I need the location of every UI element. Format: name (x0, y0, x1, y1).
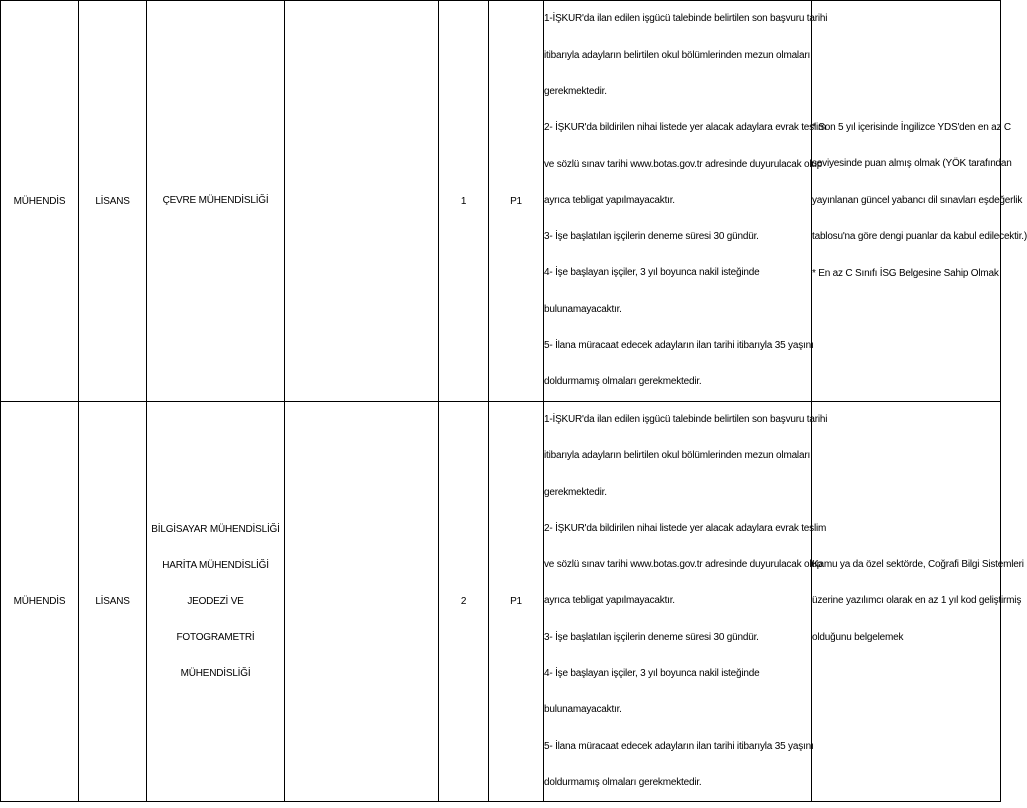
department-line: MÜHENDİSLİĞİ (180, 667, 251, 679)
note-line: ayrıca tebligat yapılmayacaktır. (544, 194, 675, 206)
note-line: itibarıyla adayların belirtilen okul bölümlerinden mezun olmaları (544, 49, 811, 61)
note-line: doldurmamış olmaları gerekmektedir. (544, 776, 702, 788)
table-row (1, 1, 1001, 402)
blank-cell (285, 402, 439, 802)
requirement-line: Kamu ya da özel sektörde, Coğrafi Bilgi Sistemleri (812, 558, 1024, 570)
group-cell: P1 (489, 402, 544, 802)
note-line: 3- İşe başlatılan işçilerin deneme süresi 30 gündür. (544, 231, 759, 243)
requirement-line: * En az C Sınıfı İSG Belgesine Sahip Olmak (812, 267, 999, 279)
requirement-line: seviyesinde puan almış olmak (YÖK tarafından (812, 158, 1012, 170)
requirement-line: tablosu'na göre dengi puanlar da kabul edilecektir.) (812, 231, 1027, 243)
note-line: 1-İŞKUR'da ilan edilen işgücü talebinde belirtilen son başvuru tarihi (544, 13, 828, 25)
department-line: BİLGİSAYAR MÜHENDİSLİĞİ (151, 523, 280, 535)
department-line: ÇEVRE MÜHENDİSLİĞİ (162, 195, 269, 206)
requirement-line: üzerine yazılımcı olarak en az 1 yıl kod geliştirmiş (812, 595, 1022, 607)
note-line: 4- İşe başlayan işçiler, 3 yıl boyunca nakil isteğinde (544, 668, 760, 680)
group-cell: P1 (489, 1, 544, 402)
department-line: FOTOGRAMETRİ (176, 631, 255, 643)
note-line: bulunamayacaktır. (544, 303, 622, 315)
requirement-line: * Son 5 yıl içerisinde İngilizce YDS'den en az C (812, 121, 1011, 133)
note-line: ve sözlü sınav tarihi www.botas.gov.tr adresinde duyurulacak olup (544, 158, 823, 170)
department-cell (147, 402, 285, 802)
note-line: 2- İŞKUR'da bildirilen nihai listede yer alacak adaylara evrak teslim (544, 522, 827, 534)
blank-cell (285, 1, 439, 402)
note-line: 1-İŞKUR'da ilan edilen işgücü talebinde belirtilen son başvuru tarihi (544, 414, 828, 425)
notes-cell (544, 402, 828, 802)
title-cell: MÜHENDİS (1, 402, 79, 802)
count-cell: 2 (439, 402, 489, 802)
note-line: 5- İlana müracaat edecek adayların ilan tarihi itibarıyla 35 yaşını (544, 740, 814, 752)
note-line: bulunamayacaktır. (544, 704, 622, 716)
count-cell: 1 (439, 1, 489, 402)
department-cell (147, 1, 285, 402)
note-line: 4- İşe başlayan işçiler, 3 yıl boyunca nakil isteğinde (544, 267, 760, 279)
note-line: ve sözlü sınav tarihi www.botas.gov.tr adresinde duyurulacak olup (544, 559, 823, 571)
note-line: gerekmektedir. (544, 85, 607, 97)
department-line: JEODEZİ VE (187, 595, 244, 607)
note-line: 3- İşe başlatılan işçilerin deneme süresi 30 gündür. (544, 631, 759, 643)
note-line: 2- İŞKUR'da bildirilen nihai listede yer alacak adaylara evrak teslim (544, 122, 827, 134)
notes-cell (544, 1, 828, 402)
title-cell: MÜHENDİS (1, 1, 79, 402)
requirements-cell (812, 1, 1027, 402)
note-line: doldurmamış olmaları gerekmektedir. (544, 376, 702, 388)
requirement-line: yayınlanan güncel yabancı dil sınavları eşdeğerlik (812, 194, 1023, 206)
note-line: 5- İlana müracaat edecek adayların ilan tarihi itibarıyla 35 yaşını (544, 340, 814, 352)
note-line: ayrıca tebligat yapılmayacaktır. (544, 595, 675, 607)
table-row (1, 402, 1001, 802)
note-line: itibarıyla adayların belirtilen okul bölümlerinden mezun olmaları (544, 450, 811, 462)
requirement-line: olduğunu belgelemek (812, 631, 904, 643)
education-cell: LİSANS (79, 402, 147, 802)
requirements-cell (812, 402, 1024, 802)
education-cell: LİSANS (79, 1, 147, 402)
department-line: HARİTA MÜHENDİSLİĞİ (162, 559, 269, 571)
note-line: gerekmektedir. (544, 486, 607, 498)
